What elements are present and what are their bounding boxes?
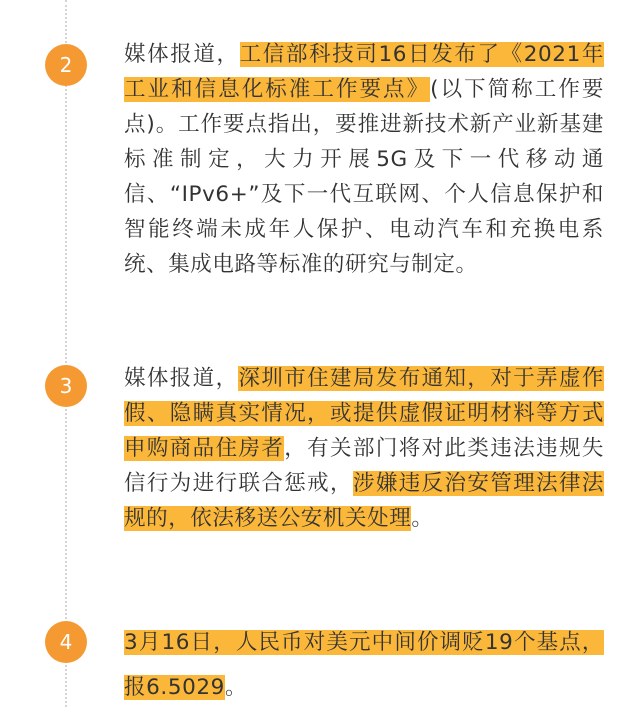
news-text	[124, 37, 604, 282]
item-number-badge: 3	[45, 365, 87, 407]
text-segment: ，有关部门将对此类违法违规失信行为进行联合惩戒，	[124, 436, 604, 496]
highlighted-text: 工信部科技司16日发布了《2021年工业和信息化标准工作要点》	[124, 42, 604, 102]
highlighted-text: 深圳市住建局发布通知，对于弄虚作假、隐瞒真实情况，或提供虚假证明材料等方式申购商品住房者	[124, 366, 604, 461]
text-segment: 。	[224, 675, 248, 700]
timeline-line	[65, 0, 67, 707]
highlighted-text: 涉嫌违反治安管理法律法规的，依法移送公安机关处理	[124, 471, 604, 531]
news-text	[124, 361, 604, 536]
highlighted-text: 3月16日，人民币对美元中间价调贬19个基点，报6.5029	[124, 630, 604, 700]
text-segment: (以下简称工作要点)。工作要点指出，要推进新技术新产业新基建标准制定，大力开展5G及下一代移动通信、“IPv6+”及下一代互联网、个人信息保护和智能终端未成年人保护、电动汽车和充换电系统、集成电路等标准的研究与制定。	[124, 77, 604, 277]
text-segment: 。	[411, 506, 434, 531]
item-number-badge: 2	[45, 44, 87, 86]
item-number-badge: 4	[45, 621, 87, 663]
news-text	[124, 620, 604, 710]
text-segment: 媒体报道，	[124, 42, 240, 67]
text-segment: 媒体报道，	[124, 366, 239, 391]
